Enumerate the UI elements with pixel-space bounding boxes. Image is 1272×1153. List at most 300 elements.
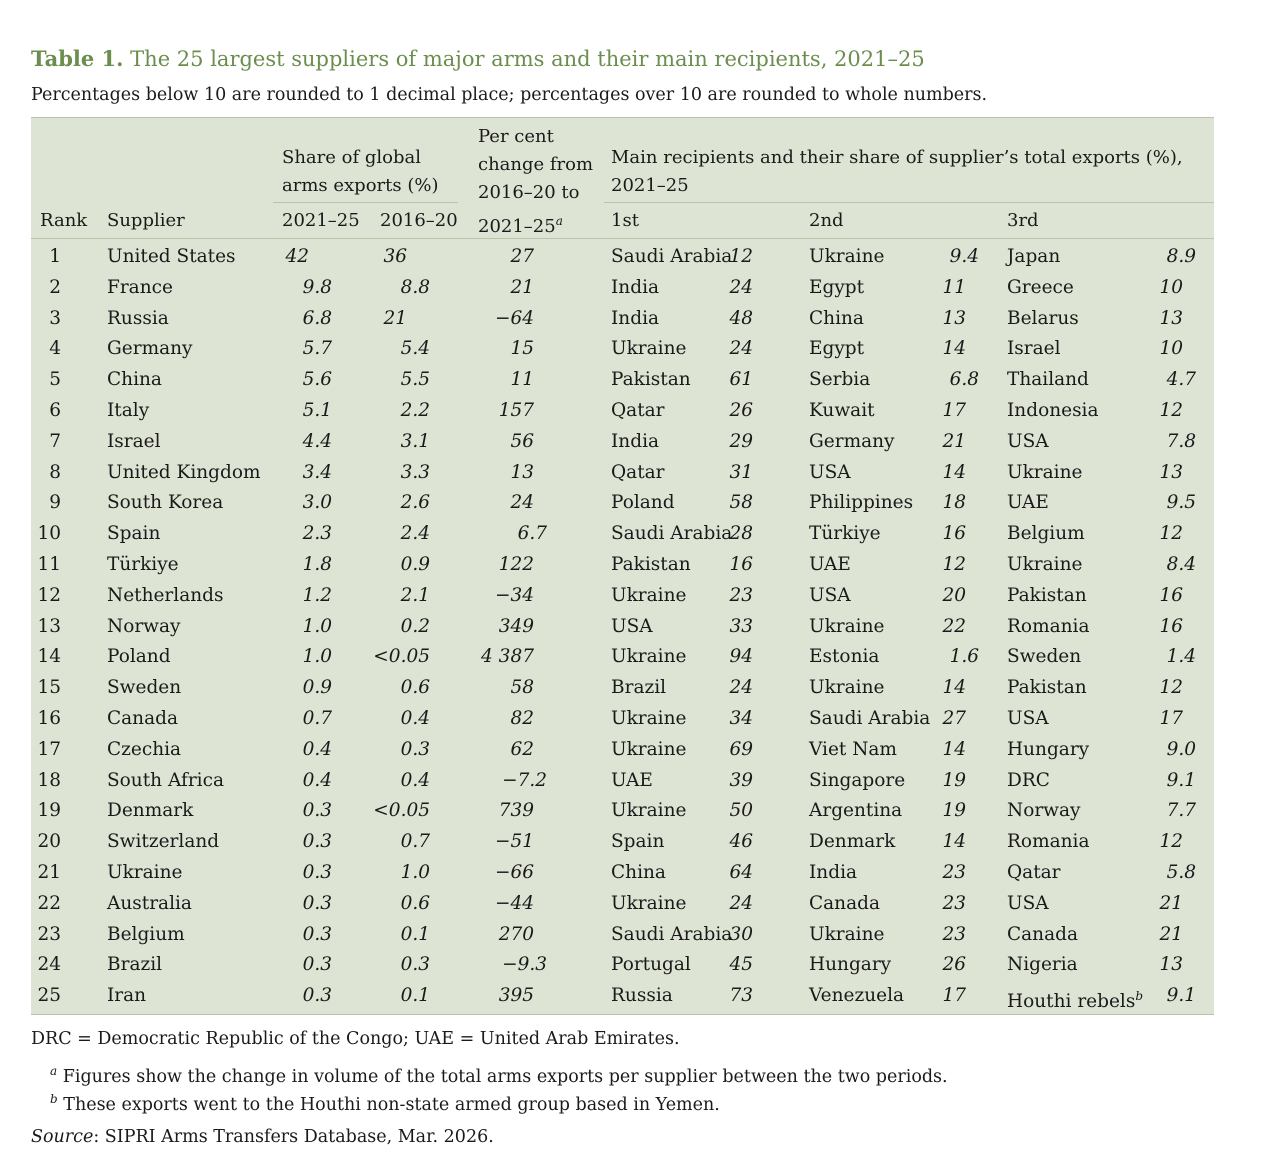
cell-share-2016-text: 2.4 [400, 523, 430, 545]
cell-supplier [107, 646, 171, 668]
cell-recipient-3 [1007, 954, 1078, 976]
header-change-line2: change from [478, 154, 594, 175]
cell-recipient-3-pct [1167, 246, 1196, 268]
cell-recipient-1-pct [729, 431, 753, 453]
cell-rank-text: 20 [37, 831, 61, 853]
footnote-mark-a: a [555, 214, 563, 228]
footnote-b-text: These exports went to the Houthi non-state armed group based in Yemen. [63, 1094, 720, 1115]
cell-supplier-text: United States [107, 246, 236, 267]
cell-rank [49, 431, 61, 453]
cell-share-2021-text: 3.4 [302, 461, 332, 483]
cell-recipient-3-pct [1159, 585, 1183, 607]
cell-recipient-3-pct [1159, 462, 1183, 484]
cell-recipient-3-pct [1167, 862, 1196, 884]
cell-recipient-1-pct-text: 58 [729, 492, 753, 514]
cell-recipient-2-pct-text: 14 [942, 338, 966, 360]
table-row [31, 739, 1214, 770]
cell-share-2021 [303, 677, 332, 699]
cell-recipient-3-pct-text: 4.7 [1166, 369, 1196, 391]
cell-supplier-text: Norway [107, 615, 181, 637]
cell-share-2016 [401, 369, 430, 391]
cell-recipient-2-text: UAE [809, 554, 851, 575]
cell-recipient-1-text: UAE [611, 769, 653, 791]
cell-recipient-1-pct-text: 50 [729, 800, 753, 822]
cell-recipient-3-text: Houthi rebels [1007, 991, 1136, 1013]
cell-recipient-3-text: Indonesia [1007, 400, 1099, 421]
cell-share-2021 [303, 431, 332, 453]
cell-recipient-2 [809, 646, 879, 668]
cell-recipient-2-text: USA [809, 584, 851, 606]
cell-recipient-2 [809, 246, 884, 268]
cell-rank [37, 677, 61, 699]
cell-share-2016-text: 0.6 [400, 677, 430, 699]
cell-share-2016-text: 0.9 [400, 554, 430, 575]
cell-recipient-3 [1007, 893, 1049, 915]
cell-recipient-3-text: Belgium [1007, 523, 1085, 545]
cell-recipient-1-text: Qatar [611, 461, 665, 483]
cell-change-text: 13 [510, 461, 534, 483]
cell-recipient-2-pct-text: 13 [942, 307, 966, 329]
cell-change-text: 15 [510, 338, 534, 360]
header-recipients-line1: Main recipients and their share of supplier’s total exports (%), [611, 147, 1183, 168]
cell-recipient-3-pct-text: 10 [1159, 276, 1183, 298]
cell-recipient-2-text: Hungary [809, 954, 892, 976]
cell-recipient-3 [1007, 400, 1099, 422]
cell-rank [37, 739, 61, 761]
cell-change [510, 338, 534, 360]
cell-recipient-2-pct [942, 585, 966, 607]
cell-recipient-2 [809, 523, 881, 545]
table-row [31, 800, 1214, 831]
cell-change [510, 708, 534, 730]
cell-change-text: 58 [510, 677, 534, 699]
cell-share-2016 [401, 400, 430, 422]
table-row [31, 893, 1214, 924]
cell-share-2021-text: 0.3 [302, 954, 332, 976]
header-second: 2nd [809, 210, 844, 231]
cell-recipient-3-pct-text: 21 [1159, 892, 1183, 914]
cell-recipient-3 [1007, 277, 1074, 299]
table-row [31, 462, 1214, 493]
cell-supplier [107, 308, 169, 330]
cell-share-2021-text: 2.3 [302, 523, 332, 545]
cell-recipient-3-text: Sweden [1007, 646, 1082, 668]
cell-share-2016-text: 21 [383, 307, 407, 329]
cell-rank-text: 8 [49, 461, 61, 483]
cell-recipient-3-pct-text: 12 [1159, 677, 1183, 699]
cell-recipient-1-pct [729, 554, 753, 576]
cell-rank-text: 17 [37, 738, 61, 760]
cell-recipient-1 [611, 985, 673, 1007]
cell-recipient-3 [1007, 338, 1061, 360]
cell-recipient-2-pct-text: 27 [942, 708, 966, 729]
cell-recipient-2-pct-text: 23 [942, 862, 966, 883]
table-row [31, 770, 1214, 801]
cell-share-2016 [401, 985, 430, 1007]
cell-share-2016 [383, 246, 407, 268]
cell-rank-text: 15 [37, 677, 61, 699]
cell-recipient-1-pct-text: 30 [729, 923, 753, 945]
cell-supplier-text: Brazil [107, 954, 163, 976]
cell-recipient-2-pct [942, 400, 966, 422]
cell-recipient-2-pct-text: 6.8 [949, 369, 979, 391]
cell-rank-text: 12 [37, 584, 61, 606]
cell-rank [49, 462, 61, 484]
header-change-line1: Per cent [478, 126, 554, 147]
cell-recipient-2-pct [942, 708, 966, 730]
cell-share-2016-text: 2.1 [400, 584, 430, 606]
cell-recipient-1-pct [729, 831, 753, 853]
cell-change-text: 21 [510, 276, 534, 298]
cell-recipient-3-pct-text: 21 [1159, 923, 1183, 945]
cell-supplier [107, 985, 146, 1007]
cell-supplier [107, 924, 185, 946]
cell-share-2016-text: 2.2 [400, 400, 430, 421]
cell-recipient-3-text: Japan [1007, 246, 1061, 267]
table-row [31, 431, 1214, 462]
cell-recipient-2-pct-text: 9.4 [949, 246, 979, 267]
header-third: 3rd [1007, 210, 1039, 231]
cell-recipient-3-pct [1167, 770, 1196, 792]
cell-recipient-1 [611, 800, 686, 822]
cell-recipient-1-pct-text: 29 [729, 430, 753, 452]
cell-recipient-2 [809, 677, 884, 699]
cell-recipient-1-pct-text: 31 [729, 461, 753, 483]
cell-recipient-2-pct-text: 17 [942, 985, 966, 1007]
cell-recipient-1-pct [729, 985, 753, 1007]
cell-supplier-text: China [107, 369, 162, 391]
cell-share-2016-text: 0.3 [400, 738, 430, 760]
cell-change [502, 954, 547, 976]
cell-recipient-3-pct [1159, 277, 1183, 299]
cell-recipient-3-pct [1167, 554, 1196, 576]
cell-recipient-3-pct-text: 16 [1159, 584, 1183, 606]
cell-supplier-text: Poland [107, 646, 171, 668]
cell-share-2021 [303, 585, 332, 607]
cell-recipient-3-pct-text: 7.8 [1166, 430, 1196, 452]
cell-recipient-3-pct-text: 7.7 [1166, 800, 1196, 822]
cell-recipient-3 [1007, 554, 1082, 576]
cell-rank [37, 708, 61, 730]
cell-supplier-text: Czechia [107, 738, 182, 760]
cell-share-2016 [383, 308, 407, 330]
cell-share-2021 [303, 924, 332, 946]
cell-recipient-1-pct [729, 492, 753, 514]
cell-supplier [107, 708, 178, 730]
cell-recipient-2-pct-text: 14 [942, 461, 966, 483]
cell-share-2016-text: 1.0 [400, 862, 430, 883]
cell-recipient-3-pct-text: 9.5 [1166, 492, 1196, 514]
cell-share-2021 [303, 523, 332, 545]
cell-recipient-2 [809, 770, 905, 792]
cell-change [499, 924, 534, 946]
cell-recipient-1-pct [729, 893, 753, 915]
cell-rank [49, 246, 61, 268]
cell-supplier [107, 431, 161, 453]
cell-recipient-1-pct-text: 33 [729, 615, 753, 637]
cell-recipient-1-pct-text: 94 [729, 646, 753, 668]
cell-recipient-2 [809, 277, 864, 299]
cell-recipient-2-pct-text: 18 [942, 492, 966, 514]
cell-recipient-1-text: Ukraine [611, 584, 687, 606]
cell-rank [37, 770, 61, 792]
cell-recipient-1 [611, 585, 686, 607]
cell-share-2016 [401, 616, 430, 638]
cell-rank-text: 2 [49, 276, 61, 298]
cell-recipient-2-pct-text: 14 [942, 738, 966, 760]
cell-recipient-3-pct [1159, 338, 1183, 360]
cell-share-2016 [401, 492, 430, 514]
cell-change [510, 431, 534, 453]
cell-change-text: −7.2 [502, 769, 547, 791]
cell-recipient-1-pct-text: 61 [729, 369, 753, 391]
cell-recipient-1-pct [729, 677, 753, 699]
cell-share-2021-text: 6.8 [302, 307, 332, 329]
cell-recipient-3-pct [1159, 308, 1183, 330]
cell-recipient-3-text: Pakistan [1007, 677, 1087, 699]
cell-share-2021-text: 1.0 [302, 615, 332, 637]
cell-rank [37, 893, 61, 915]
cell-share-2021-text: 1.8 [302, 554, 332, 575]
cell-recipient-3-text: Ukraine [1007, 461, 1083, 483]
cell-recipient-3-text: Thailand [1007, 369, 1089, 391]
cell-change [499, 616, 534, 638]
cell-recipient-2-text: USA [809, 461, 851, 483]
cell-share-2016 [401, 770, 430, 792]
cell-recipient-2-pct [942, 739, 966, 761]
cell-recipient-3-pct [1159, 677, 1183, 699]
cell-share-2021 [303, 369, 332, 391]
cell-recipient-1-pct-text: 28 [729, 523, 753, 545]
table-row [31, 369, 1214, 400]
cell-recipient-1 [611, 677, 666, 699]
cell-change [495, 585, 534, 607]
cell-recipient-2-pct [942, 338, 966, 360]
cell-supplier-text: Australia [107, 892, 192, 914]
cell-share-2021 [303, 646, 332, 668]
table-title-text: The 25 largest suppliers of major arms and their main recipients, 2021–25 [130, 47, 925, 71]
cell-recipient-2-pct [942, 523, 966, 545]
cell-rank [49, 369, 61, 391]
cell-supplier-text: Netherlands [107, 584, 224, 606]
cell-supplier-text: Germany [107, 338, 193, 360]
cell-recipient-1-text: Spain [611, 831, 665, 853]
cell-recipient-2-text: Ukraine [809, 246, 885, 267]
cell-recipient-2-pct [942, 431, 966, 453]
cell-recipient-1 [611, 338, 686, 360]
cell-recipient-3-pct-text: 10 [1159, 338, 1183, 360]
cell-recipient-3-text: Romania [1007, 831, 1090, 853]
cell-recipient-3-pct-text: 9.1 [1166, 769, 1196, 791]
cell-share-2021 [303, 954, 332, 976]
cell-recipient-3-pct [1167, 985, 1196, 1007]
cell-recipient-3-pct [1159, 616, 1183, 638]
cell-share-2021-text: 4.4 [302, 430, 332, 452]
cell-share-2016-text: 3.3 [400, 461, 430, 483]
cell-recipient-3-text: Pakistan [1007, 584, 1087, 606]
cell-recipient-2-text: Philippines [809, 492, 914, 514]
cell-recipient-2-pct-text: 20 [942, 584, 966, 606]
cell-recipient-3-text: Nigeria [1007, 954, 1078, 976]
cell-recipient-2 [809, 985, 904, 1007]
cell-recipient-1-pct-text: 12 [729, 246, 753, 267]
cell-share-2016-text: 0.3 [400, 954, 430, 976]
cell-share-2016 [401, 554, 430, 576]
cell-recipient-3 [1007, 646, 1081, 668]
cell-recipient-2 [809, 924, 884, 946]
cell-recipient-2-text: Ukraine [809, 923, 885, 945]
cell-recipient-1 [611, 431, 659, 453]
cell-share-2016 [401, 862, 430, 884]
cell-share-2021 [303, 770, 332, 792]
cell-recipient-1 [611, 400, 665, 422]
cell-share-2021 [303, 492, 332, 514]
cell-recipient-3-text: USA [1007, 430, 1049, 452]
cell-recipient-1-pct [729, 770, 753, 792]
cell-recipient-3-pct-text: 16 [1159, 615, 1183, 637]
cell-recipient-2-text: Venezuela [809, 985, 905, 1007]
cell-recipient-2-pct [942, 492, 966, 514]
header-change-period-text: 2021–25 [478, 216, 556, 237]
cell-share-2021-text: 5.6 [302, 369, 332, 391]
cell-recipient-1-pct [729, 616, 753, 638]
cell-recipient-1-text: India [611, 307, 660, 329]
cell-rank [37, 616, 61, 638]
cell-share-2016 [401, 277, 430, 299]
cell-recipient-2-text: Argentina [809, 800, 903, 822]
cell-share-2021-text: 0.3 [302, 862, 332, 883]
cell-recipient-3 [1007, 924, 1078, 946]
cell-recipient-2-pct [950, 646, 979, 668]
cell-recipient-3 [1007, 616, 1090, 638]
cell-rank-text: 21 [37, 862, 61, 883]
cell-recipient-3-pct [1167, 492, 1196, 514]
cell-recipient-3-pct-text: 12 [1159, 400, 1183, 421]
header-rule-bottom [31, 238, 1214, 239]
cell-share-2016 [401, 708, 430, 730]
cell-recipient-2 [809, 831, 895, 853]
cell-recipient-1 [611, 616, 653, 638]
cell-recipient-2 [809, 400, 875, 422]
cell-recipient-2-pct-text: 22 [942, 615, 966, 637]
footnote-mark-b: b [1135, 989, 1144, 1004]
cell-change-text: 157 [498, 400, 534, 421]
cell-change-text: −64 [494, 307, 534, 329]
cell-recipient-3 [1007, 431, 1049, 453]
cell-supplier [107, 585, 223, 607]
table-row [31, 862, 1214, 893]
cell-rank [37, 523, 61, 545]
cell-change [510, 246, 534, 268]
cell-rank-text: 22 [37, 892, 61, 914]
cell-recipient-2-text: Kuwait [809, 400, 875, 421]
cell-share-2021-text: 42 [285, 246, 309, 267]
cell-supplier-text: Belgium [107, 923, 185, 945]
cell-recipient-2-text: Ukraine [809, 677, 885, 699]
cell-change [495, 862, 534, 884]
cell-supplier-text: Switzerland [107, 831, 220, 853]
cell-supplier [107, 338, 193, 360]
cell-recipient-3-pct-text: 17 [1159, 708, 1183, 729]
cell-share-2021-text: 0.3 [302, 923, 332, 945]
cell-recipient-3-pct [1159, 523, 1183, 545]
cell-recipient-2-pct [942, 308, 966, 330]
header-first: 1st [611, 210, 639, 231]
header-rule-share [273, 202, 458, 203]
cell-recipient-1-text: USA [611, 615, 653, 637]
header-recipients-line2: 2021–25 [611, 175, 689, 196]
cell-recipient-1-pct-text: 26 [729, 400, 753, 421]
cell-recipient-3-pct [1159, 831, 1183, 853]
cell-recipient-1-pct-text: 46 [729, 831, 753, 853]
cell-supplier [107, 369, 162, 391]
cell-recipient-1 [611, 277, 659, 299]
cell-change-text: −51 [494, 831, 534, 853]
cell-change [499, 800, 534, 822]
cell-share-2016 [401, 739, 430, 761]
cell-share-2016-text: 0.1 [400, 985, 430, 1007]
cell-recipient-3 [1007, 800, 1081, 822]
cell-recipient-2-pct-text: 23 [942, 923, 966, 945]
cell-recipient-2-pct [942, 554, 966, 576]
cell-share-2021 [303, 554, 332, 576]
cell-recipient-1-text: Ukraine [611, 800, 687, 822]
cell-recipient-3 [1007, 523, 1085, 545]
table-row [31, 954, 1214, 985]
cell-share-2016 [401, 338, 430, 360]
cell-recipient-2-pct-text: 26 [942, 954, 966, 976]
cell-recipient-2-text: Egypt [809, 276, 865, 298]
cell-recipient-1-pct [729, 308, 753, 330]
header-share-2016: 2016–20 [380, 210, 458, 231]
cell-share-2016-text: 0.1 [400, 923, 430, 945]
cell-share-2021 [303, 862, 332, 884]
cell-recipient-1-pct-text: 24 [729, 338, 753, 360]
cell-recipient-1 [611, 246, 732, 268]
cell-share-2021 [303, 708, 332, 730]
cell-recipient-1-text: Ukraine [611, 338, 687, 360]
table-title-label: Table 1. [31, 46, 124, 71]
cell-share-2016-text: 5.5 [400, 369, 430, 391]
cell-recipient-2-pct-text: 14 [942, 677, 966, 699]
cell-share-2016-text: 0.4 [400, 769, 430, 791]
cell-recipient-2-text: Saudi Arabia [809, 708, 931, 729]
cell-change-text: 11 [510, 369, 534, 391]
cell-supplier [107, 893, 192, 915]
cell-rank [37, 646, 61, 668]
cell-recipient-3-pct-text: 12 [1159, 831, 1183, 853]
cell-recipient-3-pct-text: 1.4 [1166, 646, 1196, 668]
cell-supplier [107, 677, 181, 699]
table-row [31, 400, 1214, 431]
cell-share-2021-text: 0.7 [302, 708, 332, 729]
cell-share-2016 [401, 831, 430, 853]
cell-recipient-2-pct [950, 246, 979, 268]
cell-share-2016 [401, 954, 430, 976]
cell-recipient-3-pct-text: 9.1 [1166, 985, 1196, 1007]
cell-change-text: 270 [498, 923, 534, 945]
cell-supplier [107, 246, 236, 268]
cell-change-text: 24 [510, 492, 534, 514]
cell-recipient-1-text: Russia [611, 985, 673, 1007]
cell-recipient-2 [809, 616, 884, 638]
cell-supplier-text: Russia [107, 307, 169, 329]
cell-recipient-2-pct-text: 14 [942, 831, 966, 853]
table-title [31, 46, 925, 71]
cell-recipient-3-pct [1167, 800, 1196, 822]
cell-recipient-2-text: Denmark [809, 831, 896, 853]
cell-supplier-text: Israel [107, 430, 161, 452]
